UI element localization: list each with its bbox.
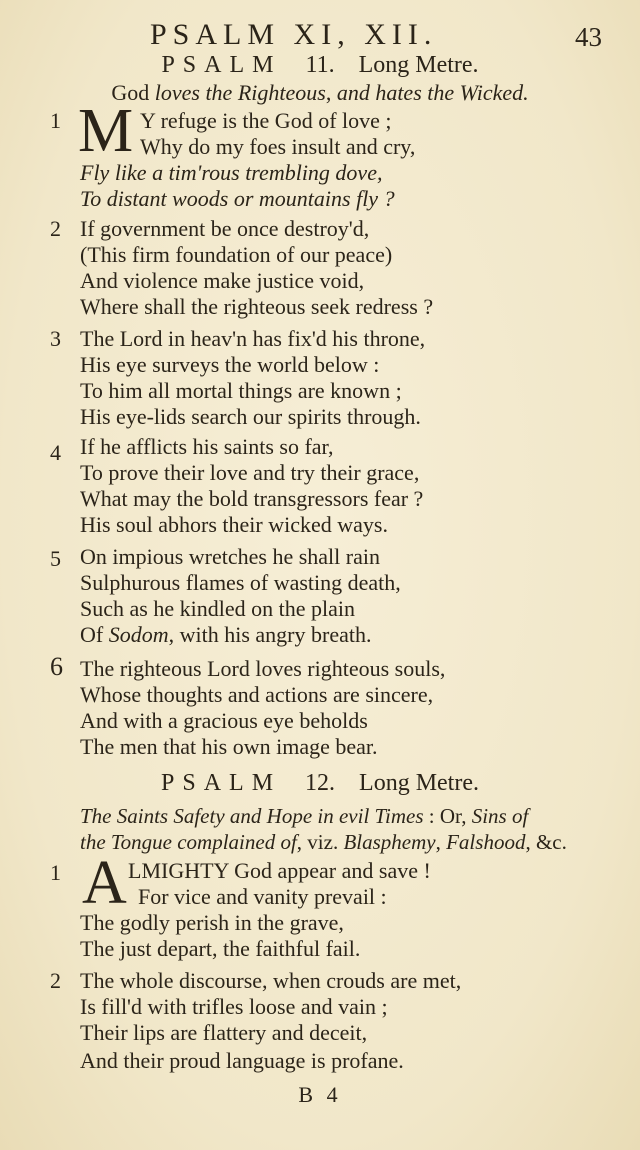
verse-line: Their lips are flattery and deceit, <box>80 1020 368 1045</box>
subtitle-part: Blasphemy <box>343 830 436 854</box>
verse-number: 3 <box>50 326 61 351</box>
drop-cap: A <box>82 849 127 917</box>
subtitle-part: , <box>435 830 447 854</box>
verse-line: Where shall the righteous seek redress ? <box>80 294 434 319</box>
verse-line: And violence make justice void, <box>80 268 365 293</box>
page-number: 43 <box>575 22 602 52</box>
subtitle-part: The Saints Safety and Hope in evil Times <box>80 804 424 828</box>
verse-line: The Lord in heav'n has fix'd his throne, <box>80 326 426 351</box>
subtitle-part: Sins of <box>471 804 529 828</box>
verse-line: To prove their love and try their grace, <box>80 460 420 485</box>
subtitle-part: , viz. <box>296 830 344 854</box>
verse-number: 5 <box>50 546 61 571</box>
verse-number: 2 <box>50 968 61 993</box>
subtitle-part: and hates the Wicked. <box>336 80 529 105</box>
verse-number: 1 <box>50 108 61 133</box>
psalm-metre: Long Metre. <box>358 52 479 78</box>
verse-line: For vice and vanity prevail : <box>138 884 387 909</box>
subtitle-part: , <box>325 80 337 105</box>
verse-number: 4 <box>50 440 61 465</box>
subtitle-part: loves the Righteous <box>154 80 326 105</box>
verse-line: And with a gracious eye beholds <box>80 708 368 733</box>
verse-line: The just depart, the faithful fail. <box>80 936 361 961</box>
subtitle-part: , &c. <box>525 830 567 854</box>
subtitle-part: the Tongue complained of <box>80 830 297 854</box>
verse-line: Why do my foes insult and cry, <box>140 134 416 159</box>
verse-line: To him all mortal things are known ; <box>80 378 402 403</box>
verse-line: And their proud language is profane. <box>80 1048 404 1073</box>
verse-line: To distant woods or mountains fly ? <box>80 186 395 211</box>
verse-line: If he afflicts his saints so far, <box>80 434 334 459</box>
psalm-name: PSALM <box>161 770 282 796</box>
verse-line: The godly perish in the grave, <box>80 910 344 935</box>
psalm-12-heading <box>0 770 640 797</box>
verse-line: (This firm foundation of our peace) <box>80 242 393 267</box>
printer-signature: B 4 <box>298 1082 342 1107</box>
verse-line: Such as he kindled on the plain <box>80 596 355 621</box>
verse-line: Whose thoughts and actions are sincere, <box>80 682 434 707</box>
verse-line: Sulphurous flames of wasting death, <box>80 570 401 595</box>
verse-number: 2 <box>50 216 61 241</box>
psalm-name: PSALM <box>161 52 282 78</box>
verse-number: 6 <box>50 652 63 681</box>
verse-line: His soul abhors their wicked ways. <box>80 512 388 537</box>
psalm-number: 12. <box>305 770 336 796</box>
verse-line: The men that his own image bear. <box>80 734 378 759</box>
verse-line: His eye-lids search our spirits through. <box>80 404 421 429</box>
psalm-metre: Long Metre. <box>359 770 479 796</box>
verse-line: The whole discourse, when crouds are met, <box>80 968 462 993</box>
verse-line: The righteous Lord loves righteous souls, <box>80 656 446 681</box>
psalm-number: 11. <box>305 52 335 78</box>
drop-cap: M <box>78 97 134 165</box>
verse-line-part: Sodom <box>108 622 169 647</box>
verse-line: On impious wretches he shall rain <box>80 544 380 569</box>
verse-line <box>80 622 371 648</box>
verse-number: 1 <box>50 860 61 885</box>
verse-line-part: Of <box>80 622 109 647</box>
psalm-12-subtitle-line-2 <box>80 830 567 855</box>
verse-line: If government be once destroy'd, <box>80 216 370 241</box>
verse-line-part: , with his angry breath. <box>168 622 372 647</box>
page-header <box>0 14 640 54</box>
psalm-12-subtitle-line-1 <box>80 804 528 829</box>
psalm-11-heading <box>0 52 640 79</box>
verse-line: Fly like a tim'rous trembling dove, <box>80 160 383 185</box>
subtitle-part: Falshood <box>446 830 526 854</box>
verse-line: Y refuge is the God of love ; <box>140 108 392 133</box>
verse-line: His eye surveys the world below : <box>80 352 380 377</box>
verse-line: What may the bold transgressors fear ? <box>80 486 424 511</box>
subtitle-part: : Or, <box>423 804 472 828</box>
running-title: PSALM XI, XII. <box>150 18 438 51</box>
subtitle-part: God <box>111 80 155 105</box>
verse-line: Is fill'd with trifles loose and vain ; <box>80 994 388 1019</box>
verse-line: LMIGHTY God appear and save ! <box>128 858 431 883</box>
